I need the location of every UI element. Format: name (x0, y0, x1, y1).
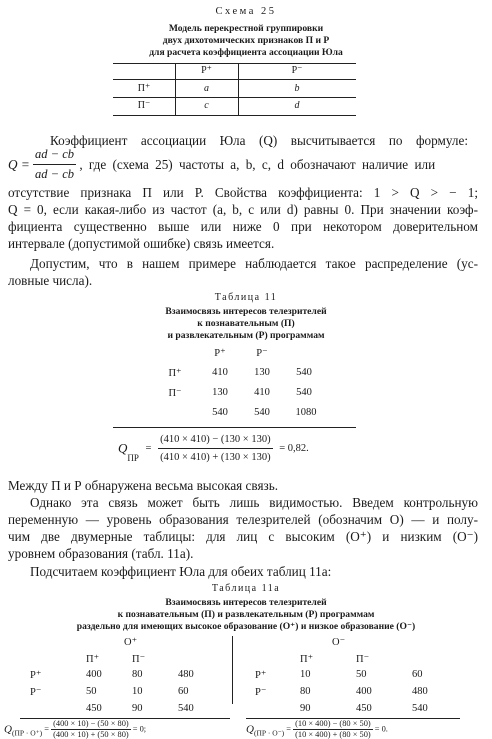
table11a-left-col-header: П⁺ (86, 654, 100, 665)
table11a-title: Таблица 11а (211, 583, 281, 594)
para3-line4: чим две двумерные таблицы: для лиц с высоким (О⁺) и низким (О⁻) (8, 529, 478, 544)
table11a-left-row-label: Р⁻ (30, 687, 42, 698)
formula3-result: = 0. (374, 724, 388, 734)
table11-title: Таблица 11 (214, 292, 278, 303)
table11-caption-2: к познавательным (П) (197, 318, 295, 329)
table11a-right-total: 450 (356, 703, 372, 714)
formula2-q: Q (4, 723, 12, 736)
table11a-left-row-label: Р⁺ (30, 670, 42, 681)
formula3 (246, 720, 388, 739)
formula1-denominator: (410 × 410) + (130 × 130) (160, 452, 271, 463)
table11-total: 540 (212, 407, 228, 418)
formula3-equals: = (286, 724, 291, 734)
scheme-cell: c (204, 100, 209, 111)
table11-cell: 410 (254, 387, 270, 398)
scheme-cell: b (294, 83, 300, 94)
scheme-rule-header (113, 79, 356, 80)
formula1-equals: = (145, 443, 152, 454)
scheme-col-header: Р⁻ (291, 65, 303, 76)
table11a-caption-1: Взаимосвязь интересов телезрителей (165, 597, 327, 608)
scheme-rule-mid (113, 97, 356, 98)
scheme-rule-top (113, 63, 356, 64)
formula2-numerator: (400 × 10) − (50 × 80) (53, 719, 129, 728)
scheme-title: Схема 25 (215, 6, 277, 17)
formula3-fraction (293, 720, 373, 739)
formula3-q: Q (246, 723, 254, 736)
formula1-fraction (158, 434, 273, 463)
para3-line5: уровнем образования (табл. 11а). (8, 546, 194, 561)
yule-general-fraction (33, 146, 76, 183)
table11a-caption-2: к познавательным (П) и развлекательным (Р) программам (117, 609, 375, 620)
para2-line1: Допустим, что в нашем примере наблюдается такое распределение (ус- (30, 256, 478, 271)
formula3-denominator: (10 × 400) + (80 × 50) (295, 730, 371, 739)
table11-row-label: П⁻ (168, 388, 182, 399)
formula1-result: = 0,82. (279, 443, 309, 454)
table11a-right-cell: 80 (300, 686, 311, 697)
formula2-equals: = (44, 724, 49, 734)
table11-cell: 540 (296, 367, 312, 378)
para1-after-formula: , где (схема 25) частоты a, b, c, d обозначают наличие или (79, 157, 436, 172)
table11a-right-cell: 10 (300, 669, 311, 680)
table11a-right-total: 90 (300, 703, 311, 714)
table11a-left-col-header: П⁻ (132, 654, 146, 665)
table11a-left-cell: 80 (132, 669, 143, 680)
table11a-right-cell: 50 (356, 669, 367, 680)
table11a-left-total: 450 (86, 703, 102, 714)
para3-line3: переменную — уровень образования телезрителей (обозначим О) — и полу- (8, 512, 478, 527)
table11a-right-row-label: Р⁺ (255, 670, 267, 681)
scheme-cell: a (204, 83, 209, 94)
table11-cell: 130 (212, 387, 228, 398)
table11a-right-group: О⁻ (332, 637, 346, 648)
formula1 (118, 434, 309, 463)
table11-cell: 540 (296, 387, 312, 398)
yule-denominator: ad − cb (35, 167, 75, 181)
yule-numerator: ad − cb (33, 146, 76, 165)
formula3-subscript: (ПР · О⁻) (253, 728, 285, 738)
table11a-left-cell: 50 (86, 686, 97, 697)
table11-caption-1: Взаимосвязь интересов телезрителей (165, 306, 327, 317)
table11a-right-row-label: Р⁻ (255, 687, 267, 698)
table11-rule (113, 427, 356, 428)
table11a-left-group: О⁺ (124, 637, 138, 648)
formula1-numerator: (410 × 410) − (130 × 130) (158, 434, 273, 449)
table11-row-label: П⁺ (168, 368, 182, 379)
table11a-right-cell: 480 (412, 686, 428, 697)
para1-line4: Q = 0, если какая-либо из частот (a, b, c или d) равны 0. При значении коэф- (8, 202, 478, 217)
scheme-caption-3: для расчета коэффициента ассоциации Юла (149, 47, 343, 58)
table11a-left-cell: 10 (132, 686, 143, 697)
table11a-right-col-header: П⁻ (356, 654, 370, 665)
formula2-fraction (51, 720, 131, 739)
table11-total: 1080 (295, 407, 317, 418)
para2-line2: ловные числа). (8, 273, 93, 288)
table11a-left-total: 540 (178, 703, 194, 714)
table11-total: 540 (254, 407, 270, 418)
formula2-subscript: (ПР · О⁺) (11, 728, 43, 738)
scheme-col-header: Р⁺ (201, 65, 212, 76)
formula1-q: Q (118, 440, 128, 456)
para3-line2: Однако эта связь может быть лишь видимостью. Введем контрольную (30, 495, 478, 510)
table11a-left-total: 90 (132, 703, 143, 714)
table11a-left-cell: 480 (178, 669, 194, 680)
para3-line6: Подсчитаем коэффициент Юла для обеих таблиц 11а: (30, 564, 332, 579)
table11a-right-col-header: П⁺ (300, 654, 314, 665)
para1-formula-line (8, 146, 478, 183)
scheme-caption-2: двух дихотомических признаков П и Р (162, 35, 330, 46)
yule-q-symbol: Q = (8, 157, 30, 172)
table11-col-header: Р⁻ (256, 348, 268, 359)
table11a-caption-3: раздельно для имеющих высокое образование (О⁺) и низкое образование (О⁻) (76, 621, 416, 632)
formula2-denominator: (400 × 10) + (50 × 80) (53, 730, 129, 739)
table11-col-header: Р⁺ (214, 348, 226, 359)
para1-line1: Коэффициент ассоциации Юла (Q) высчитывается по формуле: (50, 133, 468, 148)
table11-caption-3: и развлекательным (Р) программам (167, 330, 325, 341)
scheme-row-label: П⁻ (137, 100, 151, 111)
table11a-right-total: 540 (412, 703, 428, 714)
para3-line1: Между П и Р обнаружена весьма высокая связь. (8, 478, 279, 493)
formula1-subscript: ПР (127, 452, 139, 463)
formula3-numerator: (10 × 400) − (80 × 50) (295, 719, 371, 728)
para1-line5: фициента существенно выше или ниже 0 при некотором доверительном (8, 219, 478, 234)
scheme-rule-bottom (113, 115, 356, 116)
table11a-divider (232, 636, 233, 704)
scheme-cell: d (294, 100, 300, 111)
table11-cell: 130 (254, 367, 270, 378)
table11a-right-cell: 400 (356, 686, 372, 697)
table11a-left-cell: 400 (86, 669, 102, 680)
table11a-right-cell: 60 (412, 669, 423, 680)
table11-cell: 410 (212, 367, 228, 378)
scheme-caption-1: Модель перекрестной группировки (168, 23, 324, 34)
formula2-result: = 0; (132, 724, 147, 734)
scheme-row-label: П⁺ (137, 83, 151, 94)
table11a-left-cell: 60 (178, 686, 189, 697)
para1-line3: отсутствие признака П или Р. Свойства коэффициента: 1 > Q > − 1; (8, 185, 478, 200)
formula2 (4, 720, 146, 739)
para1-line6: интервале (допустимой ошибке) связь имеется. (8, 236, 275, 251)
